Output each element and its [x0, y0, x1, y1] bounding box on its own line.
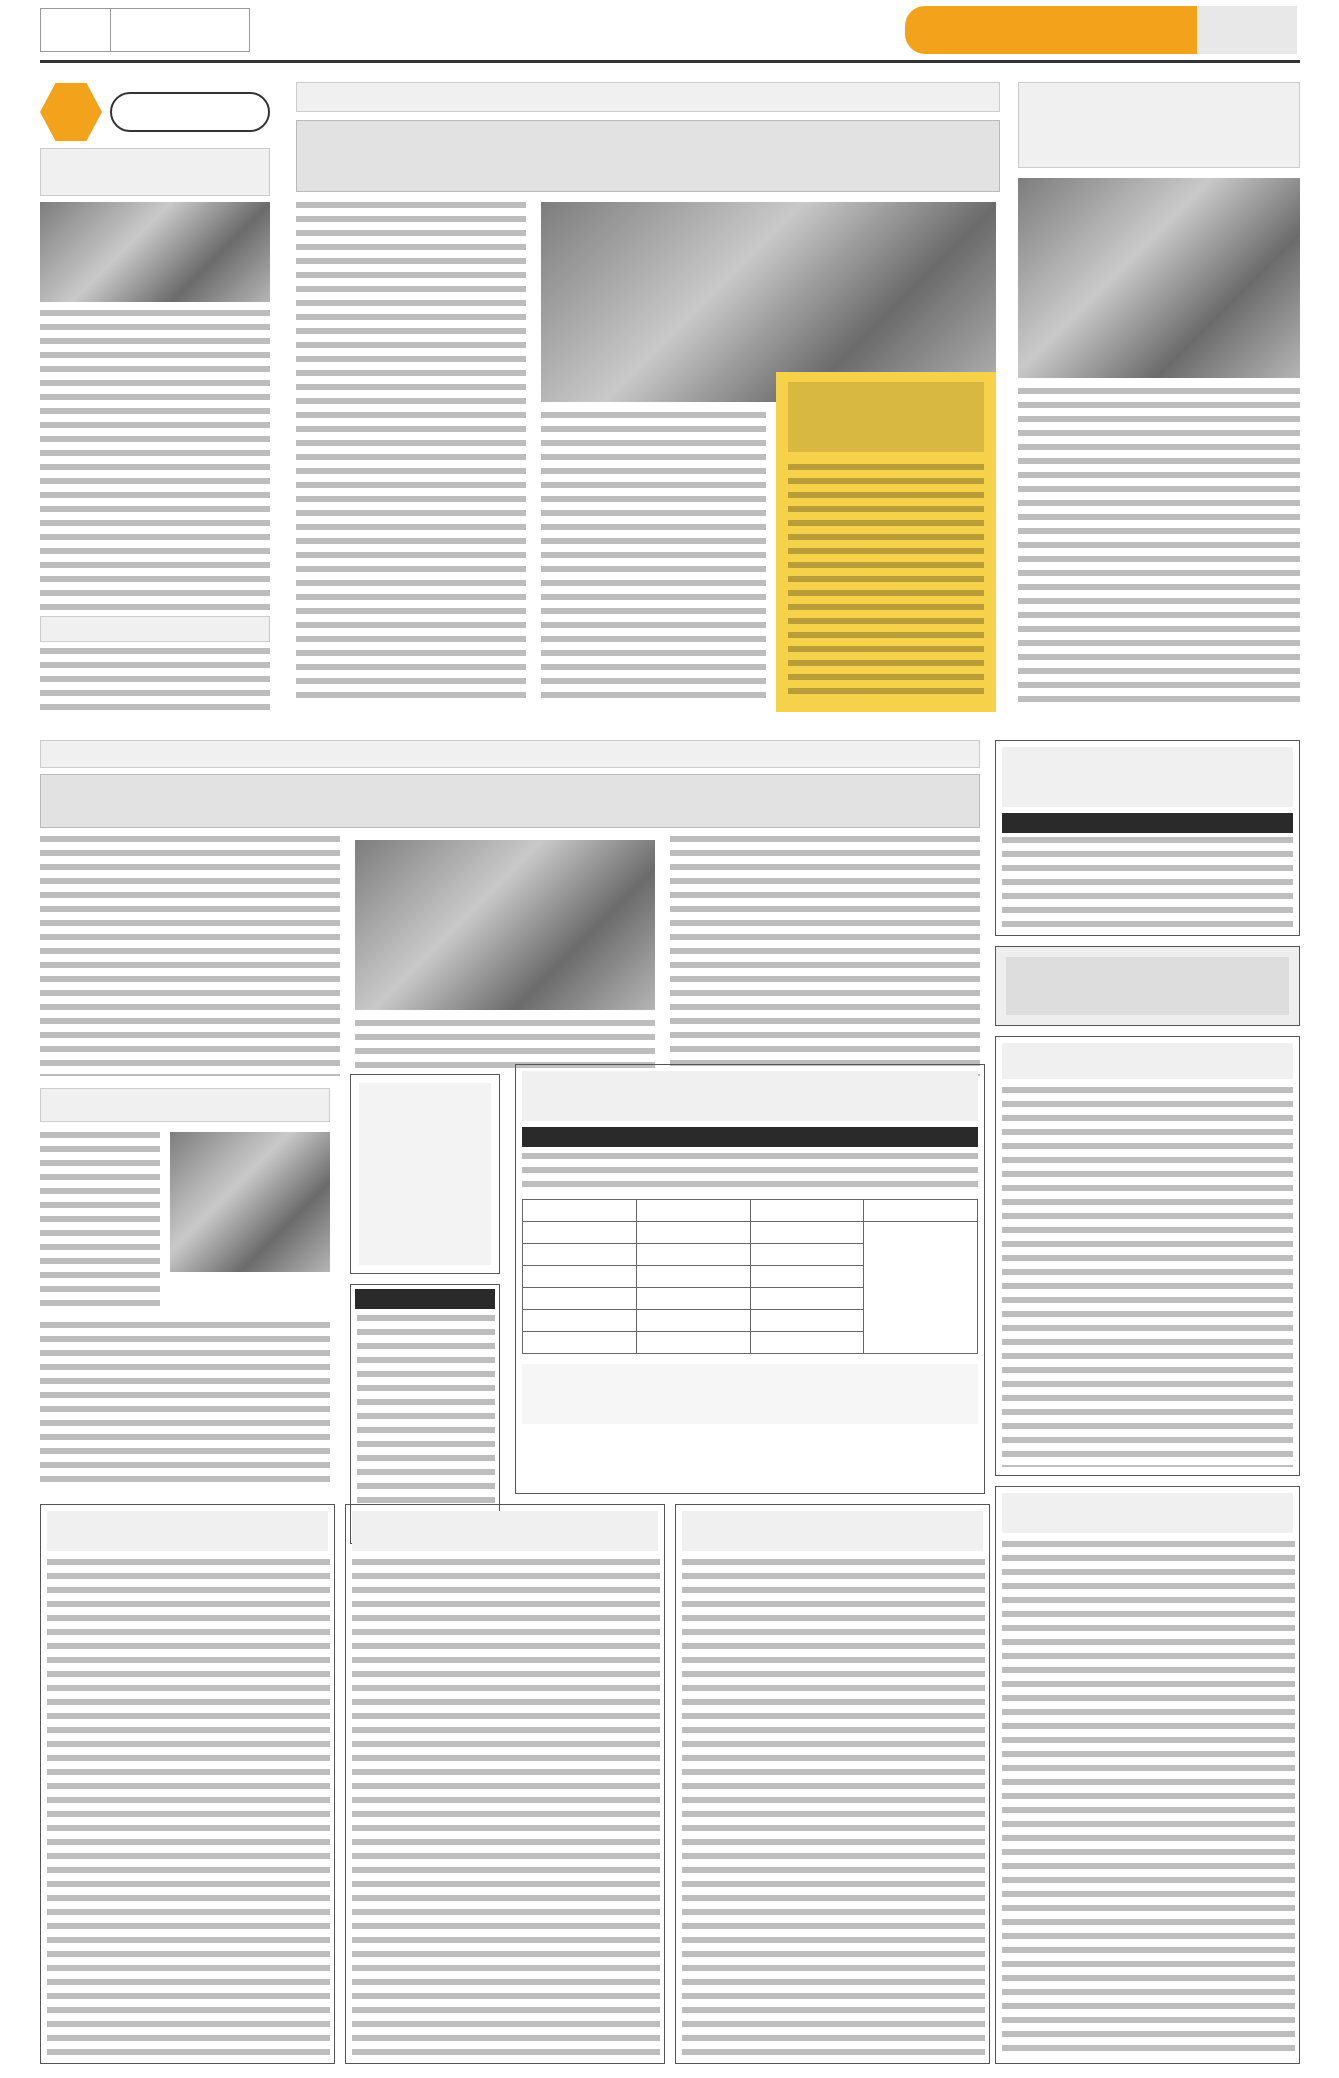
temple-story	[40, 1088, 330, 1488]
main-story	[296, 82, 1000, 722]
section-title	[390, 0, 830, 56]
tender-table	[522, 1199, 978, 1354]
brief-news-column	[40, 82, 270, 722]
race-kicker	[40, 740, 980, 768]
main-highlight-box	[776, 372, 996, 712]
municipal-tender	[515, 1064, 985, 1494]
header-rule	[40, 60, 1300, 63]
temple-headline	[40, 1088, 330, 1122]
tender-notice	[995, 740, 1300, 936]
change-of-name-heading	[355, 1289, 495, 1309]
main-kicker	[296, 82, 1000, 112]
subscription-ad	[350, 1074, 500, 1274]
court-notice-1	[995, 1036, 1300, 1476]
masthead-logo	[905, 6, 1197, 54]
race-headline	[40, 774, 980, 828]
race-photo	[355, 840, 655, 1010]
header-city	[41, 9, 111, 51]
court-notice-4	[675, 1504, 990, 2064]
blood-donation-box	[995, 946, 1300, 1026]
race-story	[40, 740, 980, 1080]
court-notice-5	[995, 1486, 1300, 2064]
right-photo	[1018, 178, 1300, 378]
right-story	[1018, 82, 1300, 722]
tender-banner	[1002, 813, 1293, 833]
temple-photo	[170, 1132, 330, 1272]
brief-subhead	[40, 616, 270, 642]
brief-headline	[40, 148, 270, 196]
court-notice-3	[345, 1504, 665, 2064]
header-date-box	[40, 8, 250, 52]
page-number	[1197, 6, 1297, 54]
brief-news-tag	[110, 92, 270, 132]
right-headline	[1018, 82, 1300, 168]
court-notice-2	[40, 1504, 335, 2064]
brief-news-icon	[40, 83, 102, 141]
municipal-tender-banner	[522, 1127, 978, 1147]
main-headline	[296, 120, 1000, 192]
brief-photo	[40, 202, 270, 302]
